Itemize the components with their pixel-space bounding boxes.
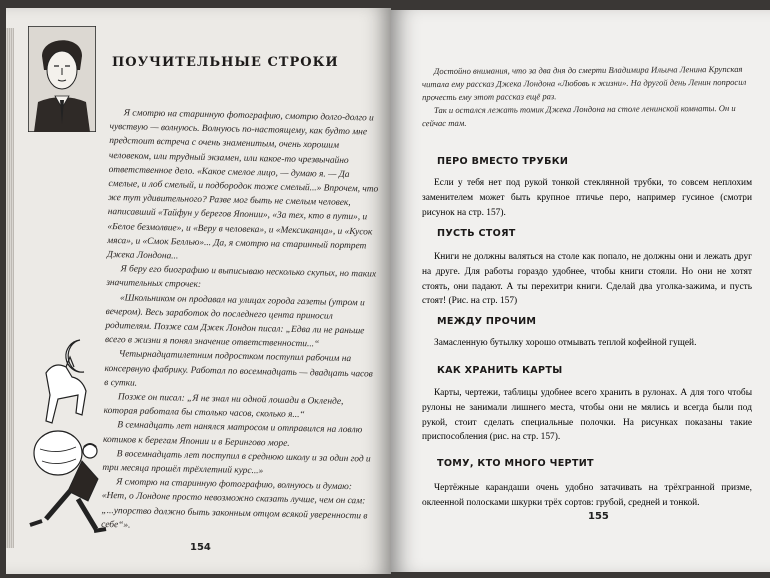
paragraph: «Школьником он продавал на улицах города газеты (утром и вечером). Весь заработок до последнего цента приносил родителям. Позже сам Джек Лондон писал: „Едва ли не раньше всего в жизни я понял значение ответственности...“ — [104, 292, 365, 350]
section-heading: ПЕРО ВМЕСТО ТРУБКИ — [437, 156, 569, 167]
section-text: Замасленную бутылку хорошо отмывать теплой кофейной гущей. — [434, 338, 697, 348]
page-number: 155 — [588, 511, 609, 522]
paragraph: Я смотрю на старинную фотографию, волнуюсь и думаю: «Нет, о Лондоне просто невозможно сказать лучше, чем он сам: „...упорство должно быть законным отцом всякой уверенности в себе“». — [101, 477, 368, 531]
page-number: 154 — [190, 542, 211, 553]
section-text: Карты, чертежи, таблицы удобнее всего хранить в рулонах. А для того чтобы рулоны не занимали лишнего места, чтобы они не мялись и всегда были под рукой, стоит сделать специальные полочки. На рисунках показаны такие приспособления (рис. на стр. 157). — [422, 388, 752, 443]
intro-paragraph: Так и остался лежать томик Джека Лондона на столе ленинской комнаты. Он и сейчас там. — [422, 102, 736, 129]
section-heading: МЕЖДУ ПРОЧИМ — [437, 316, 537, 327]
left-page — [6, 8, 391, 574]
page-edges — [6, 28, 14, 548]
section-text: Книги не должны валяться на столе как попало, не должны они и лежать друг на друге. Для работы гораздо удобнее, чтобы книги стояли. Но они не хотят стоять, они падают. А ты перехитри книги. Сделай два уголка-зажима, и пусть стоят! (Рис. на стр. 157) — [422, 252, 752, 307]
portrait-illustration — [28, 26, 96, 132]
left-body-text — [101, 106, 380, 538]
paragraph: В восемнадцать лет поступил в среднюю школу и за один год и три месяца прошёл трёхлетний курс...» — [102, 449, 371, 477]
running-man-with-horse-illustration — [16, 353, 116, 543]
section-text: Чертёжные карандаши очень удобно затачивать на трёхгранной призме, оклеенной полосками шкурки трёх сортов: грубой, средней и тонкой. — [422, 483, 752, 508]
intro-paragraph: Достойно внимания, что за два дня до смерти Владимира Ильича Ленина Крупская читала ему рассказ Джека Лондона «Любовь к жизни». На другой день Ленин попросил прочесть ему этот рассказ ещё раз. — [421, 63, 747, 103]
paragraph: Я смотрю на старинную фотографию, смотрю долго-долго и чувствую — волнуюсь. Волнуюсь по-настоящему, как будто мне предстоит встреча с очень знаменитым, очень хорошим человеком, или трудный экзамен, или какое-то чрезвычайно ответственное дело. «Какое смелое лицо, — думаю я. — Да смелые, и лоб смелый, и подбородок тоже смелый...» Впрочем, что же тут удивительного? Разве мог быть не смелым человек, написавший «Тайфун у берегов Японии», «За тех, кто в пути», и «Белое безмолвие», и «Веру в человека», и «Мексиканца», и «Кусок мяса», и «Смок Беллью»... Да, я смотрю на старинный портрет Джека Лондона... — [106, 108, 379, 262]
section-heading: КАК ХРАНИТЬ КАРТЫ — [437, 365, 563, 376]
paragraph: В семнадцать лет нанялся матросом и отправился на ловлю котиков к берегам Японии и в Берингово море. — [102, 420, 363, 449]
chapter-title: ПОУЧИТЕЛЬНЫЕ СТРОКИ — [112, 55, 339, 70]
section-heading: ТОМУ, КТО МНОГО ЧЕРТИТ — [437, 458, 594, 469]
paragraph: Четырнадцатилетним подростком поступил рабочим на консервную фабрику. Работал по восемнадцать — двадцать часов в сутки. — [104, 349, 373, 389]
paragraph: Я беру его биографию и выписываю несколько скупых, но таких значительных строчек: — [106, 264, 377, 291]
right-body — [422, 64, 748, 129]
section-heading: ПУСТЬ СТОЯТ — [437, 228, 516, 239]
paragraph: Позже он писал: „Я не знал ни одной лошади в Окленде, которая работала бы столько часов, сколько я...“ — [103, 392, 344, 421]
section-text: Если у тебя нет под рукой тонкой стеклянной трубки, то совсем неплохим заменителем может быть крупное птичье перо, например гусиное (смотри рисунок на стр. 157). — [422, 178, 752, 218]
